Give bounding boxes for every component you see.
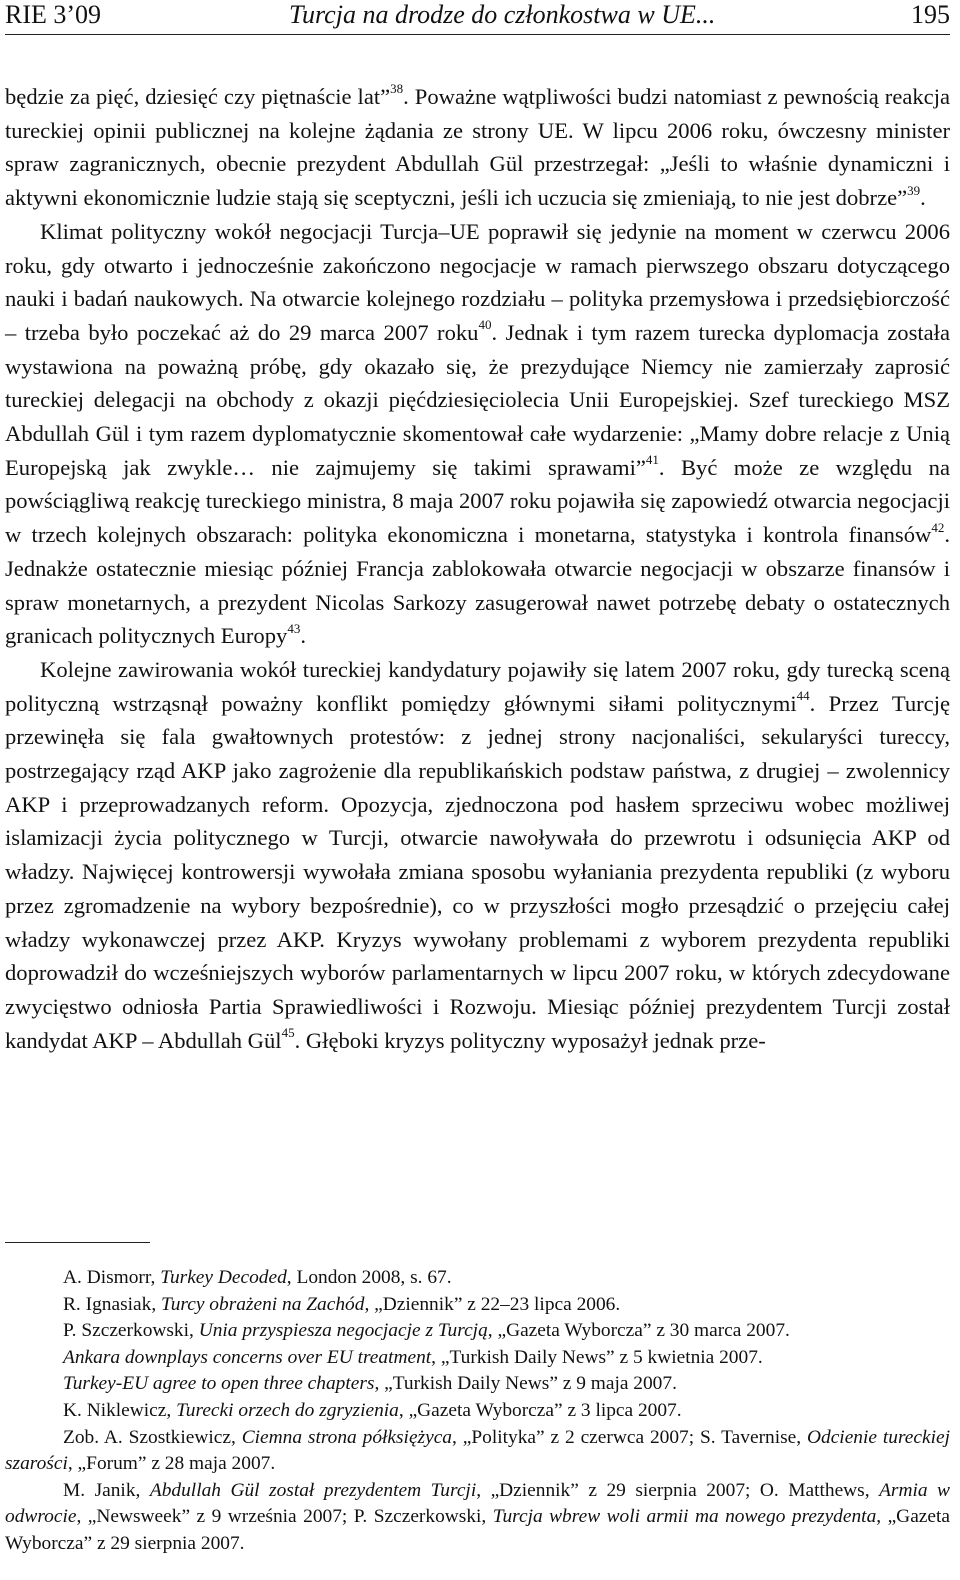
italic-text: Turkey-EU agree to open three chapters [63, 1373, 375, 1395]
running-title: Turcja na drodze do członkostwa w UE... [289, 0, 716, 29]
text-run: , „Gazeta Wyborcza” z 3 lipca 2007. [398, 1399, 682, 1421]
footnote-ref: 39 [907, 182, 921, 198]
text-run: . Przez Turcję przewinęła się fala gwałtownych protestów: z jednej strony nacjonaliści, sekularyści tureccy, postrzegający rząd AKP jako zagrożenie dla republikańskich podstaw państwa, z drugiej – zwolennicy AKP i przeprowadzanych reform. Opozycja, zjednoczona pod hasłem sprzeciwu wobec możliwej islamizacji życia politycznego w Turcji, otwarcie nawoływała do przewrotu i odsunięcia AKP od władzy. Najwięcej kontrowersji wywołała zmiana sposobu wyłaniania prezydenta republiki (z wyboru przez zgromadzenie na wybory bezpośrednie), co w przyszłości mogło przesądzić o przejęciu całej władzy wykonawczej przez AKP. Kryzys wywołany problemami z wyborem prezydenta republiki doprowadził do wcześniejszych wyborów parlamentarnych w lipcu 2007 roku, w których zdecydowane zwycięstwo odniosła Partia Sprawiedliwości i Rozwoju. Miesiąc później prezydentem Turcji został kandydat AKP – Abdullah Gül [5, 690, 950, 1053]
text-run: . Głęboki kryzys polityczny wyposażył jednak prze- [294, 1027, 766, 1053]
footnote [5, 1478, 950, 1558]
text-run: , London 2008, s. 67. [286, 1267, 452, 1288]
text-run: , „Turkish Daily News” z 5 kwietnia 2007. [431, 1346, 763, 1368]
footnote-ref: 44 [796, 688, 810, 704]
footnote [5, 1265, 950, 1292]
italic-text: Armia w odwrocie [5, 1479, 950, 1528]
italic-text: Unia przyspiesza negocjacje z Turcją [198, 1320, 488, 1342]
text-run: . Poważne wątpliwości budzi natomiast z pewnością reakcja tureckiej opinii publicznej na kolejne żądania ze strony UE. W lipcu 2006 roku, ówczesny minister spraw zagranicznych, obecnie prezydent Abdullah Gül przestrzegał: „Jeśli to właśnie dynamiczni i aktywni ekonomicznie ludzie stają się sceptyczni, jeśli ich uczucia się zmieniają, to nie jest dobrze” [5, 84, 951, 211]
text-run: . [300, 623, 306, 649]
running-header [5, 0, 950, 35]
italic-text: Turcy obrażeni na Zachód [161, 1293, 365, 1315]
footnote [5, 1345, 950, 1372]
footnote [5, 1425, 950, 1478]
text-run: , „Dziennik” z 29 sierpnia 2007; O. Matthews, [476, 1479, 880, 1501]
footnote-ref: 45 [281, 1025, 295, 1041]
italic-text: Turecki orzech do zgryzienia [176, 1399, 399, 1421]
text-run: . Być może ze względu na powściągliwą reakcję tureckiego ministra, 8 maja 2007 roku pojawiła się zapowiedź otwarcia negocjacji w trzech kolejnych obszarach: polityka ekonomiczna i monetarna, statystyka i kontrola finansów [5, 454, 950, 548]
text-run: . [920, 185, 926, 211]
footnote-ref: 40 [478, 317, 492, 333]
text-run: , „Gazeta Wyborcza” z 29 sierpnia 2007. [5, 1506, 951, 1554]
italic-text: Turkey Decoded [160, 1267, 287, 1288]
text-run: Klimat polityczny wokół negocjacji Turcja–UE poprawił się jedynie na moment w czerwcu 2006 roku, gdy otwarto i jednocześnie zakończono negocjacje w ramach pierwszego obszaru dotyczącego nauki i badań naukowych. Na otwarcie kolejnego rozdziału – polityka przemysłowa i przedsiębiorczość – trzeba było poczekać aż do 29 marca 2007 roku [5, 218, 950, 345]
italic-text: Abdullah Gül został prezydentem Turcji [149, 1479, 477, 1501]
text-run: , „Forum” z 28 maja 2007. [67, 1453, 276, 1475]
italic-text: Ciemna strona półksiężyca [241, 1426, 453, 1448]
text-run: A. Dismorr, [63, 1267, 161, 1288]
paragraph [5, 80, 950, 215]
text-run: , „Dziennik” z 22–23 lipca 2006. [364, 1293, 621, 1315]
text-run: . Jednakże ostatecznie miesiąc później Francja zablokowała otwarcie negocjacji w obszarze finansów i spraw monetarnych, a prezydent Nicolas Sarkozy zasugerował nawet potrzebę debaty o ostatecznych granicach politycznych Europy [5, 522, 950, 649]
footnote [5, 1318, 950, 1345]
page-number: 195 [911, 0, 950, 29]
footnotes [5, 1265, 950, 1558]
article-body [5, 80, 950, 1057]
italic-text: Ankara downplays concerns over EU treatment [63, 1346, 432, 1368]
footnote [5, 1398, 950, 1425]
text-run: . Jednak i tym razem turecka dyplomacja została wystawiona na poważną próbę, gdy okazało się, że prezydujące Niemcy nie zamierzały zaprosić tureckiej delegacji na obchody z okazji pięćdziesięciolecia Unii Europejskiej. Szef tureckiego MSZ Abdullah Gül i tym razem dyplomatycznie skomentował całe wydarzenie: „Mamy dobre relacje z Unią Europejską jak zwykle… nie zajmujemy się takimi sprawami” [5, 319, 950, 480]
paragraph [5, 215, 950, 653]
text-run: , „Gazeta Wyborcza” z 30 marca 2007. [487, 1320, 790, 1342]
text-run: będzie za pięć, dziesięć czy piętnaście lat” [5, 84, 391, 109]
footnote-ref: 42 [931, 519, 945, 535]
text-run: R. Ignasiak, [63, 1293, 162, 1315]
footnote-ref: 38 [390, 81, 404, 97]
footnote [5, 1371, 950, 1398]
italic-text: Turcja wbrew woli armii ma nowego prezydenta [492, 1506, 877, 1528]
paragraph [5, 653, 950, 1057]
footnote [5, 1292, 950, 1319]
text-run: K. Niklewicz, [63, 1399, 177, 1421]
text-run: , „Polityka” z 2 czerwca 2007; S. Tavernise, [452, 1426, 807, 1448]
text-run: , „Turkish Daily News” z 9 maja 2007. [374, 1373, 677, 1395]
text-run: P. Szczerkowski, [63, 1320, 199, 1342]
text-run: , „Newsweek” z 9 września 2007; P. Szczerkowski, [76, 1506, 493, 1528]
journal-label: RIE 3’09 [5, 0, 102, 29]
italic-text: Odcienie tureckiej szarości [5, 1426, 950, 1475]
text-run: Zob. A. Szostkiewicz, [63, 1426, 242, 1448]
text-run: Kolejne zawirowania wokół tureckiej kandydatury pojawiły się latem 2007 roku, gdy turecką sceną polityczną wstrząsnął poważny konflikt pomiędzy głównymi siłami politycznymi [5, 656, 950, 716]
footnote-ref: 41 [645, 452, 659, 468]
footnote-ref: 43 [287, 620, 301, 636]
text-run: M. Janik, [63, 1479, 150, 1501]
footnote-separator [5, 1242, 150, 1243]
